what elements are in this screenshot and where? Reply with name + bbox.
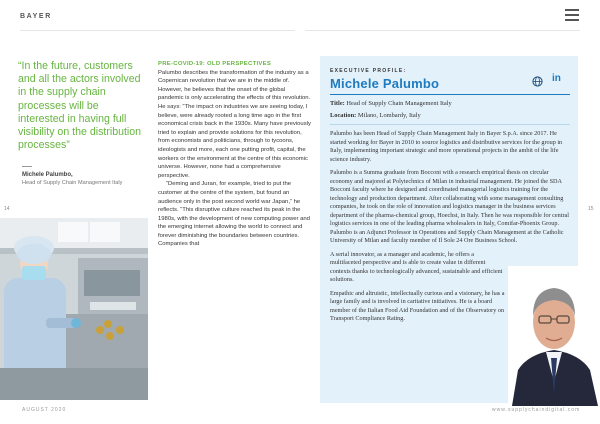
linkedin-icon[interactable]: in <box>552 73 561 84</box>
footer-date: AUGUST 2020 <box>22 407 67 413</box>
profile-meta-rule <box>330 124 570 125</box>
title-label: Title: <box>330 100 345 107</box>
top-bar <box>0 0 600 30</box>
profile-title-line <box>330 100 452 107</box>
article-paragraph-2: “Deming and Juran, for example, tried to put the customer at the centre of the system, but found an audience only in the post second world war Japan,” he reflects. “This disruptive culture reached its peak in the 1980s, with the development of new computing power and the emerging internet allowing the world to connect and forever diminishing the boundaries between countries. Companies that <box>158 181 310 248</box>
quote-attribution-role: Head of Supply Chain Management Italy <box>22 180 123 186</box>
profile-paragraph-4: Empathic and altruistic, intellectually curious and a visionary, he has a large family and is involved in caritative initiatives. He is a board member of the Italian Food Aid Foundation and of the Observatory on Transport Compliance Rating. <box>330 289 505 322</box>
profile-paragraph-2: Palumbo is a Summa graduate from Bocconi with a research empirical thesis on circular economy and majored at Polytechnics of Milan in industrial management. He joined the SDA Bocconi faculty where he designed and coordinated managerial logistics training for the technology and production department. After collaborating with some management consulting companies, he took on the role of innovation and logistics manager in the business services department of the pharma-chemical group, Hoechst, in Italy. Then he was responsible for central logistics services in one of the leading pharma wholesalers in Italy, Comifar-Phoenix Group. Palumbo is an Adjunct Professor in Operations and Supply Chain Management at the Catholic University of Milan and faculty member of Il Sole 24 Ore Business School. <box>330 169 569 244</box>
pull-quote: “In the future, customers and all the actors involved in the supply chain processes will be interested in having full visibility on the distribution processes” <box>18 60 142 152</box>
quote-attribution-name: Michele Palumbo, <box>22 172 73 178</box>
brand-name: BAYER <box>20 13 52 20</box>
location-label: Location: <box>330 112 357 119</box>
quote-divider <box>22 166 32 167</box>
profile-paragraph-1: Palumbo has been Head of Supply Chain Management Italy in Bayer S.p.A. since 2017. He started working for Bayer in 2010 to source logistics and distributive services for the group in Italy, implementing important strategic and more operational projects in the ambit of the life science industry. <box>330 130 563 163</box>
profile-name: Michele Palumbo <box>330 76 440 91</box>
profile-paragraph-3: A serial innovator, as a manager and academic, he offers a multifaceted perspective and is able to create value in different contexts thanks to technologically advanced, sustainable and efficient solutions. <box>330 250 503 283</box>
article-paragraph-1: Palumbo describes the transformation of the industry as a Copernican revolution that we are in the middle of. However, he believes that the onset of the global pandemic is only accelerating the effects of this revolution. He says: “The impact on industries we are seeing today, I believe, were already rooted a long time ago in the first economical crisis back in the 1930s. Many have previously tried to explain and provide solutions for this revolution, from economists and politicians, through to tycoons, ideologists and more, each one putting profit, capital, the workers or the environment at the centre of this economic universe. However, none had a comprehensive perspective. <box>158 69 311 179</box>
article-column <box>158 60 312 249</box>
profile-label: EXECUTIVE PROFILE: <box>330 68 407 74</box>
top-rule-right <box>305 30 580 31</box>
executive-portrait <box>508 266 600 406</box>
top-rule-left <box>20 30 295 31</box>
profile-location-line <box>330 112 421 119</box>
hamburger-menu-icon[interactable] <box>565 9 579 21</box>
lab-worker-photo <box>0 218 148 400</box>
title-value: Head of Supply Chain Management Italy <box>346 100 452 107</box>
footer-url[interactable]: www.supplychaindigital.com <box>492 407 581 413</box>
section-heading: PRE-COVID-19: OLD PERSPECTIVES <box>158 61 272 67</box>
location-value: Milano, Lombardy, Italy <box>357 112 421 119</box>
page-number-left: 14 <box>4 206 10 212</box>
profile-name-rule <box>330 94 570 95</box>
page-number-right: 15 <box>588 206 594 212</box>
globe-icon[interactable] <box>532 74 543 85</box>
